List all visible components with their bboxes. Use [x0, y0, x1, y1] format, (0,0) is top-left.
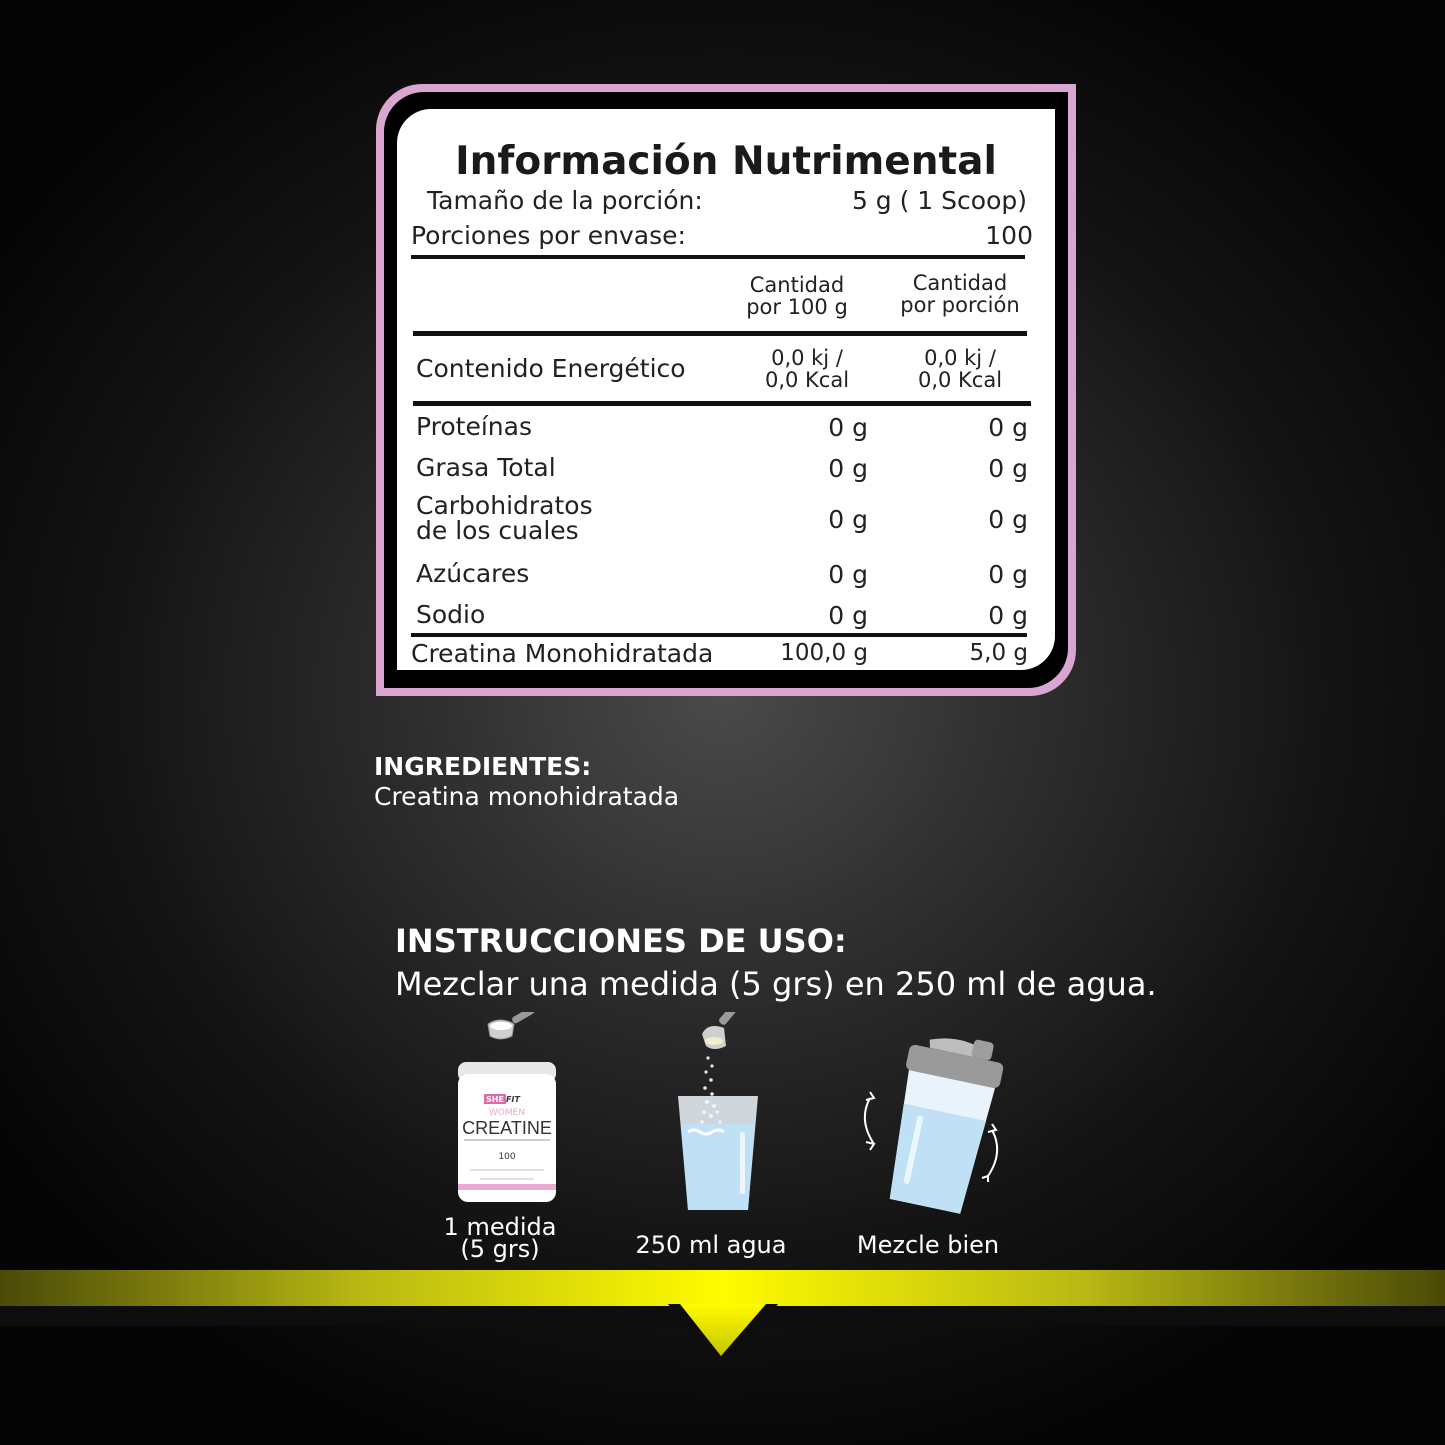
water-glass-icon: [678, 1096, 758, 1210]
product-line-text: WOMEN: [488, 1108, 526, 1118]
brand-she-text: SHE: [486, 1095, 504, 1104]
product-name-text: CREATINE: [462, 1118, 552, 1138]
nutrient-label: Azúcares: [416, 559, 530, 588]
step-water-glass-illustration: [668, 1012, 768, 1217]
nutrient-per-100g: 0 g: [828, 560, 868, 589]
creatine-label: Creatina Monohidratada: [411, 639, 714, 668]
serving-size-label: Tamaño de la porción:: [427, 186, 703, 215]
nutrition-label-border: [384, 92, 1068, 688]
down-pointer-icon: [668, 1304, 778, 1376]
scoop-icon: [488, 1012, 535, 1039]
divider-creatine: [411, 633, 1027, 637]
step-shaker-illustration: [852, 1030, 1012, 1220]
creatine-per-100g: 100,0 g: [780, 640, 868, 666]
nutrient-label: Proteínas: [416, 412, 532, 441]
serving-size-value: 5 g ( 1 Scoop): [851, 186, 1027, 215]
energy-per-serving: 0,0 kj / 0,0 Kcal: [917, 346, 1003, 392]
instructions-text: Mezclar una medida (5 grs) en 250 ml de agua.: [395, 965, 1157, 1003]
bottom-band: [0, 1270, 1445, 1306]
servings-per-container-label: Porciones por envase:: [411, 221, 686, 250]
divider-energy: [413, 401, 1031, 406]
nutrient-per-100g: 0 g: [828, 413, 868, 442]
step-scoop-jar-illustration: [440, 1012, 570, 1207]
nutrient-label: Carbohidratos de los cuales: [416, 491, 593, 545]
nutrient-per-100g: 0 g: [828, 601, 868, 630]
step-label-mix: Mezcle bien: [856, 1231, 1000, 1259]
nutrient-per-100g: 0 g: [828, 454, 868, 483]
product-servings-text: 100: [498, 1152, 516, 1162]
nutrient-per-100g: 0 g: [828, 505, 868, 534]
step-label-water: 250 ml agua: [635, 1231, 787, 1259]
ingredients-heading: INGREDIENTES:: [374, 752, 592, 781]
divider-top: [411, 255, 1025, 259]
nutrition-title: Información Nutrimental: [455, 139, 997, 184]
creatine-jar-icon: [458, 1062, 556, 1202]
instructions-heading: INSTRUCCIONES DE USO:: [395, 922, 847, 960]
divider-header: [413, 331, 1027, 336]
nutrient-label: Grasa Total: [416, 453, 556, 482]
nutrition-label: [397, 109, 1055, 670]
brand-fit-text: FIT: [506, 1095, 520, 1104]
nutrient-per-serving: 0 g: [988, 505, 1028, 534]
energy-label: Contenido Energético: [416, 354, 686, 383]
nutrient-per-serving: 0 g: [988, 560, 1028, 589]
column-header-per-serving: Cantidad por porción: [900, 271, 1020, 317]
nutrient-per-serving: 0 g: [988, 413, 1028, 442]
nutrient-label: Sodio: [416, 600, 486, 629]
scoop-pouring-icon: [702, 1012, 739, 1049]
nutrient-per-serving: 0 g: [988, 454, 1028, 483]
shaker-bottle-icon: [878, 1030, 1008, 1216]
ingredients-text: Creatina monohidratada: [374, 782, 680, 811]
step-label-scoop: 1 medida (5 grs): [443, 1213, 557, 1263]
creatine-per-serving: 5,0 g: [969, 640, 1028, 666]
nutrient-per-serving: 0 g: [988, 601, 1028, 630]
servings-per-container-value: 100: [985, 221, 1033, 250]
column-header-per-100g: Cantidad por 100 g: [746, 273, 848, 319]
nutrition-label-frame: [376, 84, 1076, 696]
energy-per-100g: 0,0 kj / 0,0 Kcal: [764, 346, 850, 392]
